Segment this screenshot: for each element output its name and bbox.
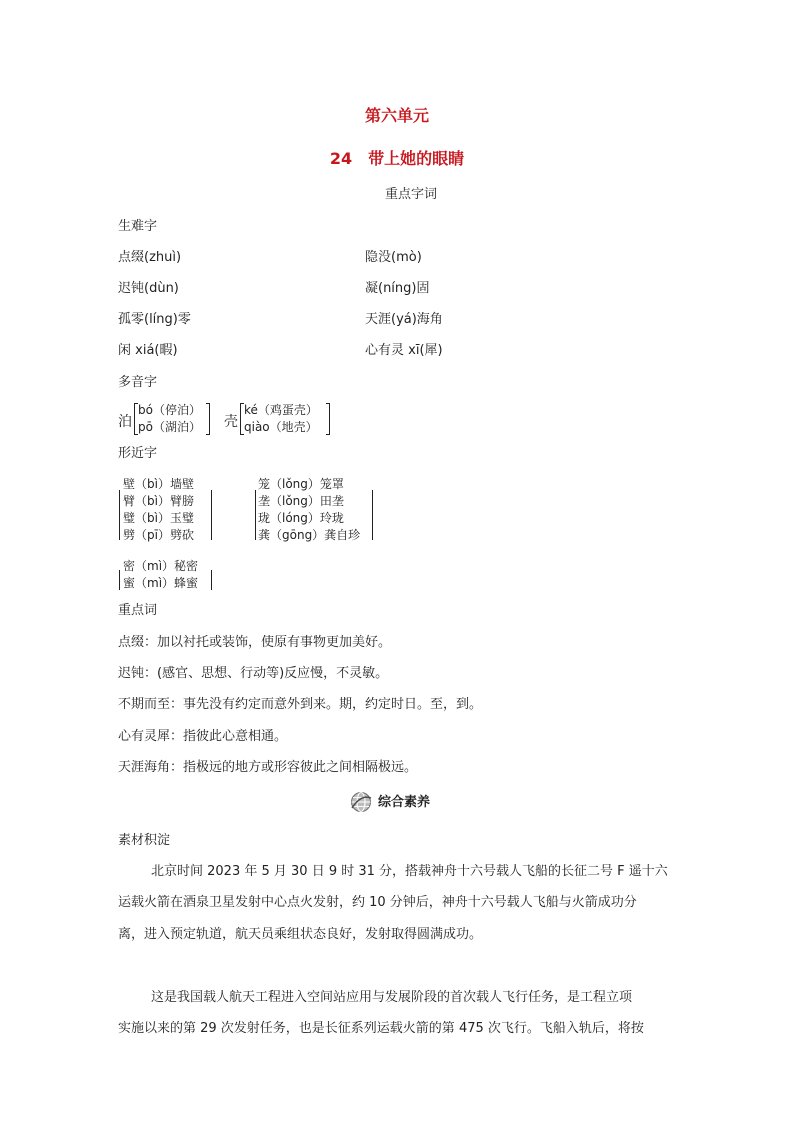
polyphone-reading: ké（鸡蛋壳） (244, 403, 318, 417)
hard-char-item: 迟钝(dùn) (118, 281, 179, 296)
section-badge-label: 综合素养 (378, 795, 431, 810)
similar-char-item: 密（mì）秘密 (123, 559, 199, 573)
polyphone-reading: qiào（地壳） (244, 420, 318, 434)
hard-char-item: 凝(níng)固 (365, 281, 430, 296)
lesson-number: 24 (329, 149, 353, 168)
group-bracket (211, 490, 212, 540)
polyphones-heading: 多音字 (118, 375, 158, 390)
paragraph-line: 实施以来的第 29 次发射任务，也是长征系列运载火箭的第 475 次飞行。飞船入轨后，将按 (118, 1021, 644, 1036)
similar-char-item: 蜜（mì）蜂蜜 (123, 576, 199, 590)
paragraph-line: 北京时间 2023 年 5 月 30 日 9 时 31 分，搭载神舟十六号载人飞船的长征二号 F 遥十六 (151, 864, 668, 879)
group-bracket (119, 490, 120, 540)
polyphone-group (224, 401, 339, 437)
similar-char-item: 臂（bì）臂膀 (123, 494, 194, 508)
polyphone-group (118, 401, 218, 437)
hard-char-item: 点缀(zhuì) (118, 250, 182, 265)
key-word-definition: 不期而至：事先没有约定而意外到来。期，约定时日。至，到。 (118, 697, 483, 712)
similar-char-item: 笼（lǒng）笼罩 (258, 477, 344, 491)
hard-char-item: 心有灵 xī(犀) (365, 343, 443, 358)
similar-char-item: 龚（gōng）龚自珍 (258, 528, 361, 542)
material-heading: 素材积淀 (118, 833, 171, 848)
similar-chars-heading: 形近字 (118, 446, 158, 461)
hard-char-item: 天涯(yá)海角 (365, 312, 443, 327)
similar-char-item: 璧（bì）玉璧 (123, 511, 194, 525)
brace-right (206, 403, 210, 435)
key-words-heading: 重点字词 (384, 187, 437, 202)
lesson-name: 带上她的眼睛 (368, 149, 465, 168)
polyphone-reading: pō（湖泊） (138, 420, 201, 434)
brace-right (326, 403, 330, 435)
key-word-definition: 点缀：加以衬托或装饰，使原有事物更加美好。 (118, 635, 392, 650)
key-word-definition: 迟钝：(感官、思想、行动等)反应慢，不灵敏。 (118, 666, 389, 681)
group-bracket (211, 570, 212, 590)
key-word-definition: 心有灵犀：指彼此心意相通。 (118, 729, 288, 744)
similar-char-item: 劈（pī）劈砍 (123, 528, 194, 542)
group-bracket (372, 490, 373, 540)
polyphone-char: 泊 (118, 414, 132, 430)
hard-char-item: 闲 xiá(暇) (118, 343, 178, 358)
hard-char-item: 隐没(mò) (365, 250, 422, 265)
group-bracket (255, 490, 256, 540)
hard-char-item: 孤零(líng)零 (118, 312, 191, 327)
hard-chars-heading: 生难字 (118, 219, 158, 234)
similar-char-item: 垄（lǒng）田垄 (258, 494, 344, 508)
group-bracket (119, 570, 120, 590)
polyphone-char: 壳 (224, 414, 238, 430)
polyphone-reading: bó（停泊） (138, 403, 201, 417)
key-word-definition: 天涯海角：指极远的地方或形容彼此之间相隔极远。 (118, 760, 418, 775)
similar-char-item: 珑（lóng）玲珑 (258, 511, 344, 525)
globe-icon (350, 791, 372, 813)
lesson-title (0, 151, 794, 167)
paragraph-line: 离，进入预定轨道，航天员乘组状态良好，发射取得圆满成功。 (118, 927, 483, 942)
paragraph-line: 运载火箭在酒泉卫星发射中心点火发射，约 10 分钟后，神舟十六号载人飞船与火箭成功分 (118, 895, 637, 910)
key-words-subheading: 重点词 (118, 603, 158, 618)
paragraph-line: 这是我国载人航天工程进入空间站应用与发展阶段的首次载人飞行任务，是工程立项 (151, 990, 633, 1005)
unit-title: 第六单元 (364, 106, 429, 125)
similar-char-item: 壁（bì）墙壁 (123, 477, 194, 491)
